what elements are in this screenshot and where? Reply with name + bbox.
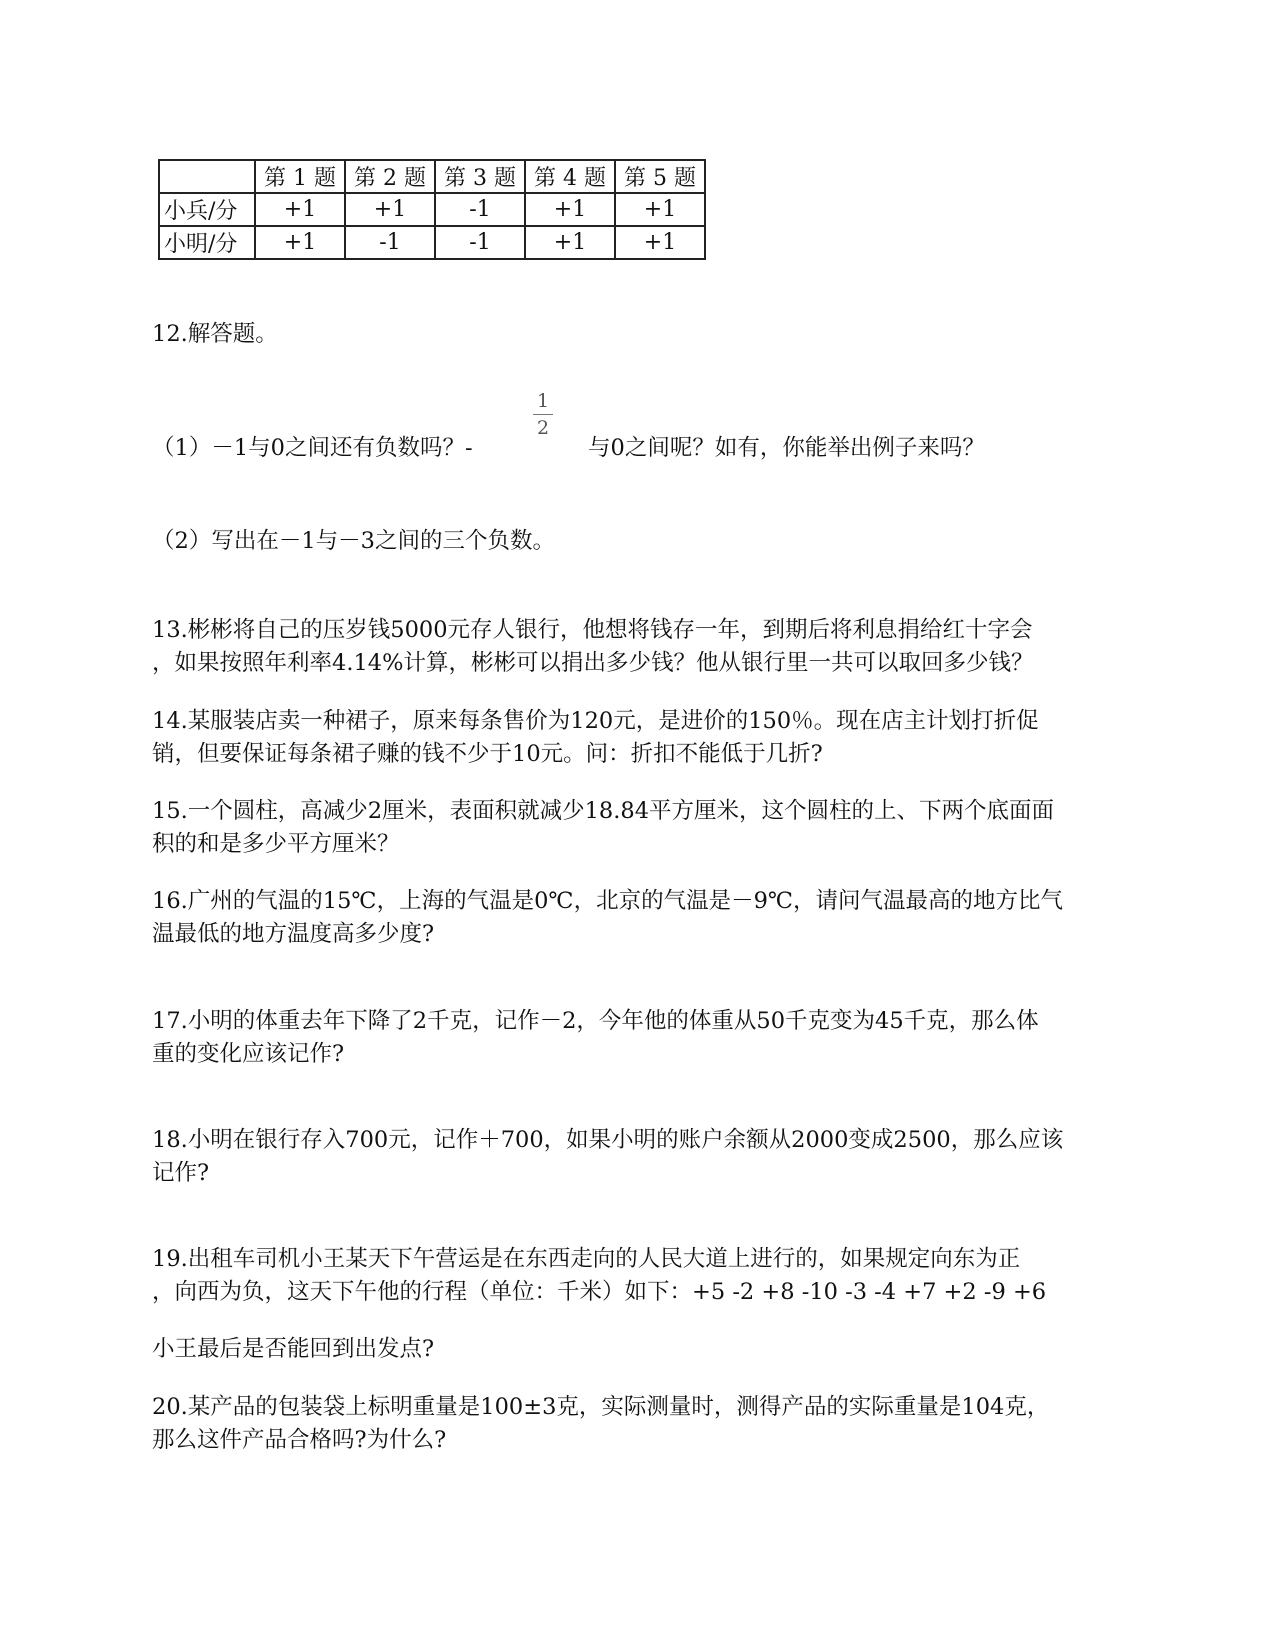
fraction-one-half <box>532 390 554 439</box>
q19-line1: 19.出租车司机小王某天下午营运是在东西走向的人民大道上进行的，如果规定向东为正 <box>152 1246 1021 1272</box>
q20-line1: 20.某产品的包装袋上标明重量是100±3克，实际测量时，测得产品的实际重量是104克， <box>152 1394 1050 1420</box>
table-header-cell: 第 4 题 <box>525 160 615 193</box>
table-cell: -1 <box>435 226 525 259</box>
q13-line2: ，如果按照年利率4.14%计算，彬彬可以捐出多少钱？他从银行里一共可以取回多少钱？ <box>152 650 1034 676</box>
q15-line1: 15.一个圆柱，高减少2厘米，表面积就减少18.84平方厘米，这个圆柱的上、下两个底面面 <box>152 798 1055 824</box>
q17-line2: 重的变化应该记作? <box>152 1041 345 1067</box>
q12-part1-after: 与0之间呢？如有，你能举出例子来吗？ <box>588 435 985 461</box>
table-header-cell: 第 2 题 <box>345 160 435 193</box>
q20-line2: 那么这件产品合格吗?为什么? <box>152 1427 447 1453</box>
table-cell: +1 <box>255 193 345 226</box>
table-cell: +1 <box>525 193 615 226</box>
table-cell: -1 <box>345 226 435 259</box>
table-row <box>159 226 705 259</box>
table-header-cell: 第 5 题 <box>615 160 705 193</box>
table-cell: +1 <box>345 193 435 226</box>
table-row <box>159 193 705 226</box>
q19-line3: 小王最后是否能回到出发点? <box>152 1336 435 1362</box>
score-table <box>158 159 706 260</box>
q18-line2: 记作? <box>152 1160 210 1186</box>
q14-line1: 14.某服装店卖一种裙子，原来每条售价为120元，是进价的150％。现在店主计划打折促 <box>152 708 1039 734</box>
row-label: 小明/分 <box>159 226 255 259</box>
q18-line1: 18.小明在银行存入700元，记作＋700，如果小明的账户余额从2000变成2500，那么应该 <box>152 1127 1064 1153</box>
table-header-cell: 第 3 题 <box>435 160 525 193</box>
table-cell: +1 <box>615 193 705 226</box>
table-header-cell: 第 1 题 <box>255 160 345 193</box>
q12-part2: （2）写出在－1与－3之间的三个负数。 <box>152 528 555 554</box>
q15-line2: 积的和是多少平方厘米？ <box>152 831 400 857</box>
table-cell: -1 <box>435 193 525 226</box>
q12-part1-before: （1）－1与0之间还有负数吗？- <box>152 435 473 461</box>
q14-line2: 销，但要保证每条裙子赚的钱不少于10元。问：折扣不能低于几折? <box>152 741 823 767</box>
q17-line1: 17.小明的体重去年下降了2千克，记作－2，今年他的体重从50千克变为45千克，那么体 <box>152 1008 1039 1034</box>
table-header-row <box>159 160 705 193</box>
fraction-denominator: 2 <box>536 417 550 439</box>
fraction-bar <box>533 414 553 415</box>
q12-title: 12.解答题。 <box>152 321 278 347</box>
table-cell: +1 <box>255 226 345 259</box>
row-label: 小兵/分 <box>159 193 255 226</box>
q13-line1: 13.彬彬将自己的压岁钱5000元存人银行，他想将钱存一年，到期后将利息捐给红十字会 <box>152 617 1033 643</box>
table-header-cell <box>159 160 255 193</box>
q16-line1: 16.广州的气温的15℃，上海的气温是0℃，北京的气温是－9℃，请问气温最高的地方比气 <box>152 888 1064 914</box>
q16-line2: 温最低的地方温度高多少度? <box>152 921 435 947</box>
table-cell: +1 <box>615 226 705 259</box>
q19-line2: ，向西为负，这天下午他的行程（单位：千米）如下：+5 -2 +8 -10 -3 -4 +7 +2 -9 +6 <box>152 1279 1047 1305</box>
fraction-numerator: 1 <box>536 390 550 412</box>
table-cell: +1 <box>525 226 615 259</box>
